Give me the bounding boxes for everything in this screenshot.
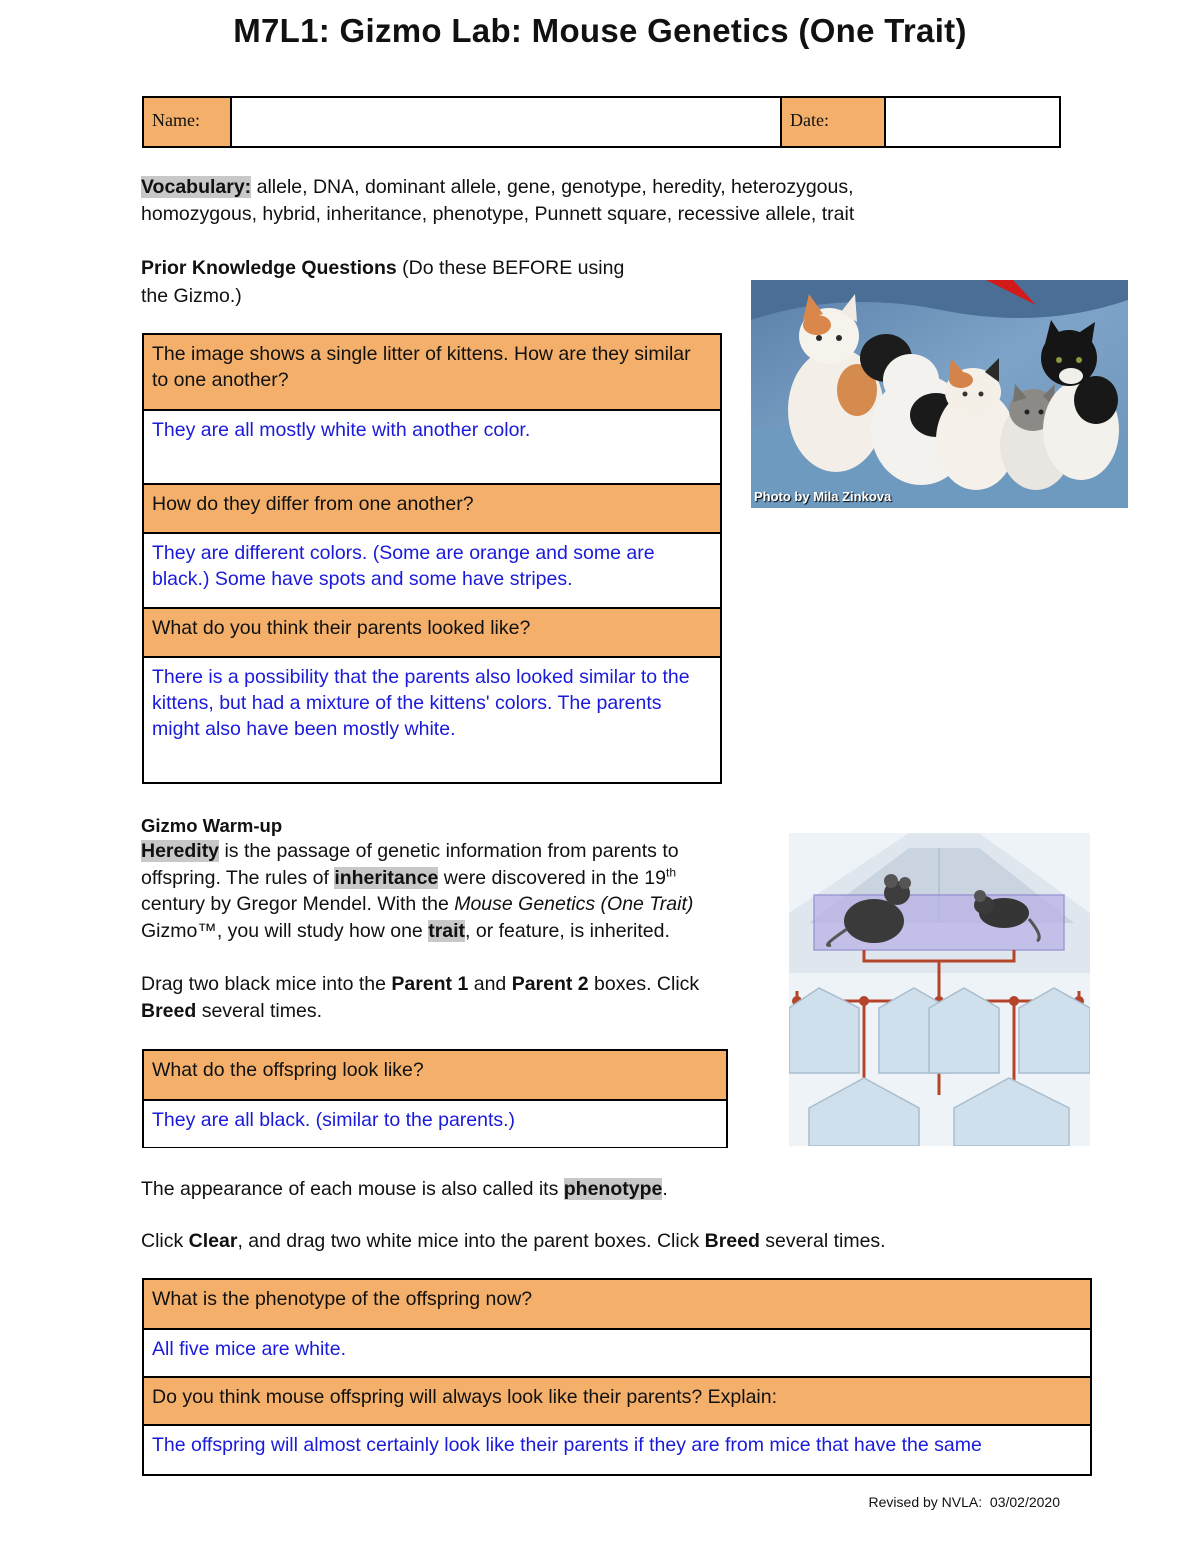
term-phenotype: phenotype [563, 1178, 663, 1200]
drag-text-2: boxes. Click [588, 973, 700, 995]
prior-answer-2[interactable]: They are different colors. (Some are orange and some are black.) Some have spots and some have stripes. [144, 534, 720, 609]
offspring-table [142, 1049, 728, 1148]
name-label: Name: [144, 98, 232, 146]
warmup-heading: Gizmo Warm-up [141, 815, 283, 836]
warmup-section [141, 813, 771, 944]
term-trait: trait [428, 919, 466, 942]
prior-question-3: What do you think their parents looked like? [144, 609, 720, 658]
prior-question-1: The image shows a single litter of kittens. How are they similar to one another? [144, 335, 720, 411]
prior-answer-3[interactable]: There is a possibility that the parents also looked similar to the kittens, but had a mixture of the kittens' colors. The parents might also have been mostly white. [144, 658, 720, 781]
term-inheritance: inheritance [334, 866, 439, 889]
drag-text-3: several times. [196, 999, 322, 1022]
name-date-table [142, 96, 1061, 148]
mouse-genetics-gizmo-image [789, 833, 1090, 1146]
phenotype-answer-1[interactable]: All five mice are white. [144, 1330, 1090, 1378]
warmup-text-4: century by Gregor Mendel. With the [141, 893, 455, 915]
warmup-text-5: Gizmo™, you will study how one [141, 919, 429, 942]
prior-note-line1: (Do these BEFORE using [396, 257, 625, 279]
warmup-text-6: , or feature, is inherited. [465, 919, 670, 942]
clear-instructions [141, 1228, 1091, 1255]
warmup-text-1: is the passage of genetic information from parents to [219, 840, 679, 862]
clear-text-3: several times. [759, 1230, 886, 1252]
prior-answer-1[interactable]: They are all mostly white with another color. [144, 411, 720, 485]
breed-label: Breed [141, 999, 197, 1022]
phenotype-question-2: Do you think mouse offspring will always look like their parents? Explain: [144, 1378, 1090, 1426]
drag-instructions [141, 971, 771, 1024]
gizmo-name: Mouse Genetics (One Trait) [454, 893, 694, 915]
clear-text-2: , and drag two white mice into the parent boxes. Click [237, 1230, 705, 1252]
parent-2-label: Parent 2 [511, 973, 589, 995]
date-label: Date: [782, 98, 886, 146]
offspring-question: What do the offspring look like? [144, 1051, 726, 1101]
date-field[interactable] [886, 98, 1058, 146]
phenotype-sentence [141, 1176, 1041, 1203]
drag-text-1: Drag two black mice into the [141, 973, 392, 995]
term-heredity: Heredity [141, 840, 220, 862]
revision-footer: Revised by NVLA: 03/02/2020 [868, 1494, 1060, 1510]
photo-credit: Photo by Mila Zinkova [754, 489, 892, 504]
warmup-text-3: were discovered in the 19 [438, 866, 666, 889]
prior-knowledge-intro [141, 254, 721, 310]
prior-knowledge-table [142, 333, 722, 784]
phenotype-text-2: . [662, 1178, 668, 1200]
offspring-answer[interactable]: They are all black. (similar to the parents.) [144, 1101, 726, 1147]
name-field[interactable] [232, 98, 782, 146]
clear-label: Clear [188, 1230, 238, 1252]
clear-text-1: Click [141, 1230, 189, 1252]
phenotype-table [142, 1278, 1092, 1476]
superscript-th: th [666, 865, 677, 879]
phenotype-text-1: The appearance of each mouse is also called its [141, 1178, 564, 1200]
vocabulary-label: Vocabulary: [141, 176, 252, 198]
vocabulary-line2: homozygous, hybrid, inheritance, phenotype, Punnett square, recessive allele, trait [141, 202, 855, 225]
vocabulary-line1: allele, DNA, dominant allele, gene, genotype, heredity, heterozygous, [251, 176, 854, 198]
prior-note-line2: the Gizmo.) [141, 285, 242, 307]
breed-label-2: Breed [704, 1230, 760, 1252]
parent-1-label: Parent 1 [391, 973, 469, 995]
prior-question-2: How do they differ from one another? [144, 485, 720, 534]
prior-knowledge-heading: Prior Knowledge Questions [141, 257, 397, 279]
drag-and: and [468, 973, 512, 995]
phenotype-answer-2[interactable]: The offspring will almost certainly look like their parents if they are from mice that have the same [144, 1426, 1090, 1473]
warmup-text-2: offspring. The rules of [141, 866, 335, 889]
page-title: M7L1: Gizmo Lab: Mouse Genetics (One Trait) [233, 12, 967, 49]
kittens-photo [751, 280, 1128, 508]
phenotype-question-1: What is the phenotype of the offspring now? [144, 1280, 1090, 1330]
vocabulary [141, 174, 1061, 227]
